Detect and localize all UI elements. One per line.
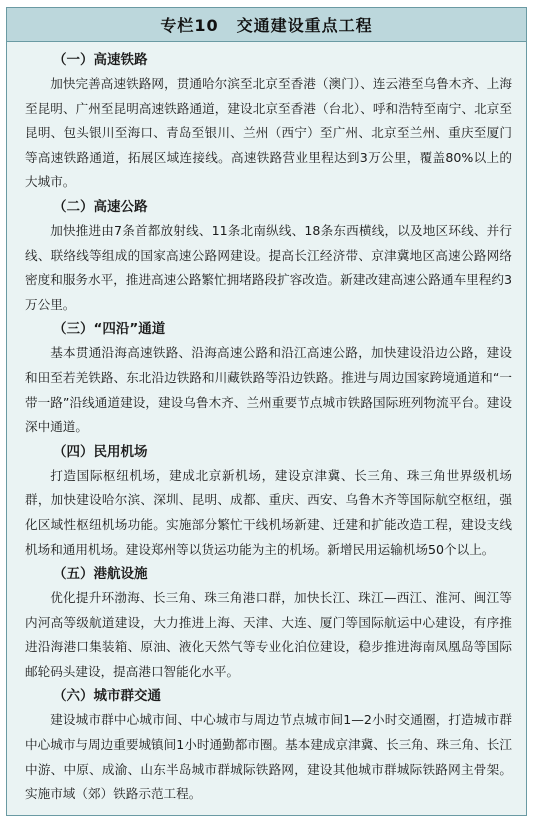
column-box [6,7,527,816]
section-heading: （二）高速公路 [53,198,148,215]
column-title-bar [7,8,526,42]
column-content [7,42,526,807]
section-text: 打造国际枢纽机场，建成北京新机场，建设京津冀、长三角、珠三角世界级机场群，加快建设哈尔滨、深圳、昆明、成都、重庆、西安、乌鲁木齐等国际航空枢纽，强化区域性枢纽机场功能。实施部分繁忙干线机场新建、迁建和扩能改造工程，建设支线机场和通用机场。建设郑州等以货运功能为主的机场。新增民用运输机场50个以上。 [25,467,512,557]
section-civil-airports [17,440,516,562]
section-urban-cluster-transport [17,684,516,806]
section-text: 建设城市群中心城市间、中心城市与周边节点城市间1—2小时交通圈，打造城市群中心城市与周边重要城镇间1小时通勤都市圈。基本建成京津冀、长三角、珠三角、长江中游、中原、成渝、山东半岛城市群城际铁路网，建设其他城市群城际铁路网主骨架。实施市域（郊）铁路示范工程。 [25,712,512,802]
column-number: 专栏10 [160,16,219,35]
section-text: 基本贯通沿海高速铁路、沿海高速公路和沿江高速公路，加快建设沿边公路，建设和田至若羌铁路、东北沿边铁路和川藏铁路等沿边铁路。推进与周边国家跨境通道和“一带一路”沿线通道建设，建设乌鲁木齐、兰州重要节点城市铁路国际班列物流平台。建设深中通道。 [25,345,512,435]
section-four-corridors [17,317,516,439]
section-port-facilities [17,562,516,684]
section-text: 加快完善高速铁路网，贯通哈尔滨至北京至香港（澳门）、连云港至乌鲁木齐、上海至昆明、广州至昆明高速铁路通道，建设北京至香港（台北）、呼和浩特至南宁、北京至昆明、包头银川至海口、青岛至银川、兰州（西宁）至广州、北京至兰州、重庆至厦门等高速铁路通道，拓展区域连接线。高速铁路营业里程达到3万公里，覆盖80%以上的大城市。 [25,76,512,190]
section-heading: （三）“四沿”通道 [53,321,166,338]
column-title: 交通建设重点工程 [236,16,373,35]
section-heading: （一）高速铁路 [53,52,148,68]
section-heading: （五）港航设施 [53,566,148,583]
section-text: 优化提升环渤海、长三角、珠三角港口群，加快长江、珠江—西江、淮河、闽江等内河高等级航道建设，大力推进上海、天津、大连、厦门等国际航运中心建设，有序推进沿海港口集装箱、原油、液化天然气等专业化泊位建设，稳步推进海南凤凰岛等国际邮轮码头建设，提高港口智能化水平。 [25,590,512,679]
section-heading: （四）民用机场 [53,443,148,460]
section-expressway [17,195,516,317]
section-heading: （六）城市群交通 [53,688,161,705]
section-text: 加快推进由7条首都放射线、11条北南纵线、18条东西横线，以及地区环线、并行线、联络线等组成的国家高速公路网建设。提高长江经济带、京津冀地区高速公路网络密度和服务水平，推进高速公路繁忙拥堵路段扩容改造。新建改建高速公路通车里程约3万公里。 [25,222,512,312]
section-high-speed-rail [17,48,516,195]
